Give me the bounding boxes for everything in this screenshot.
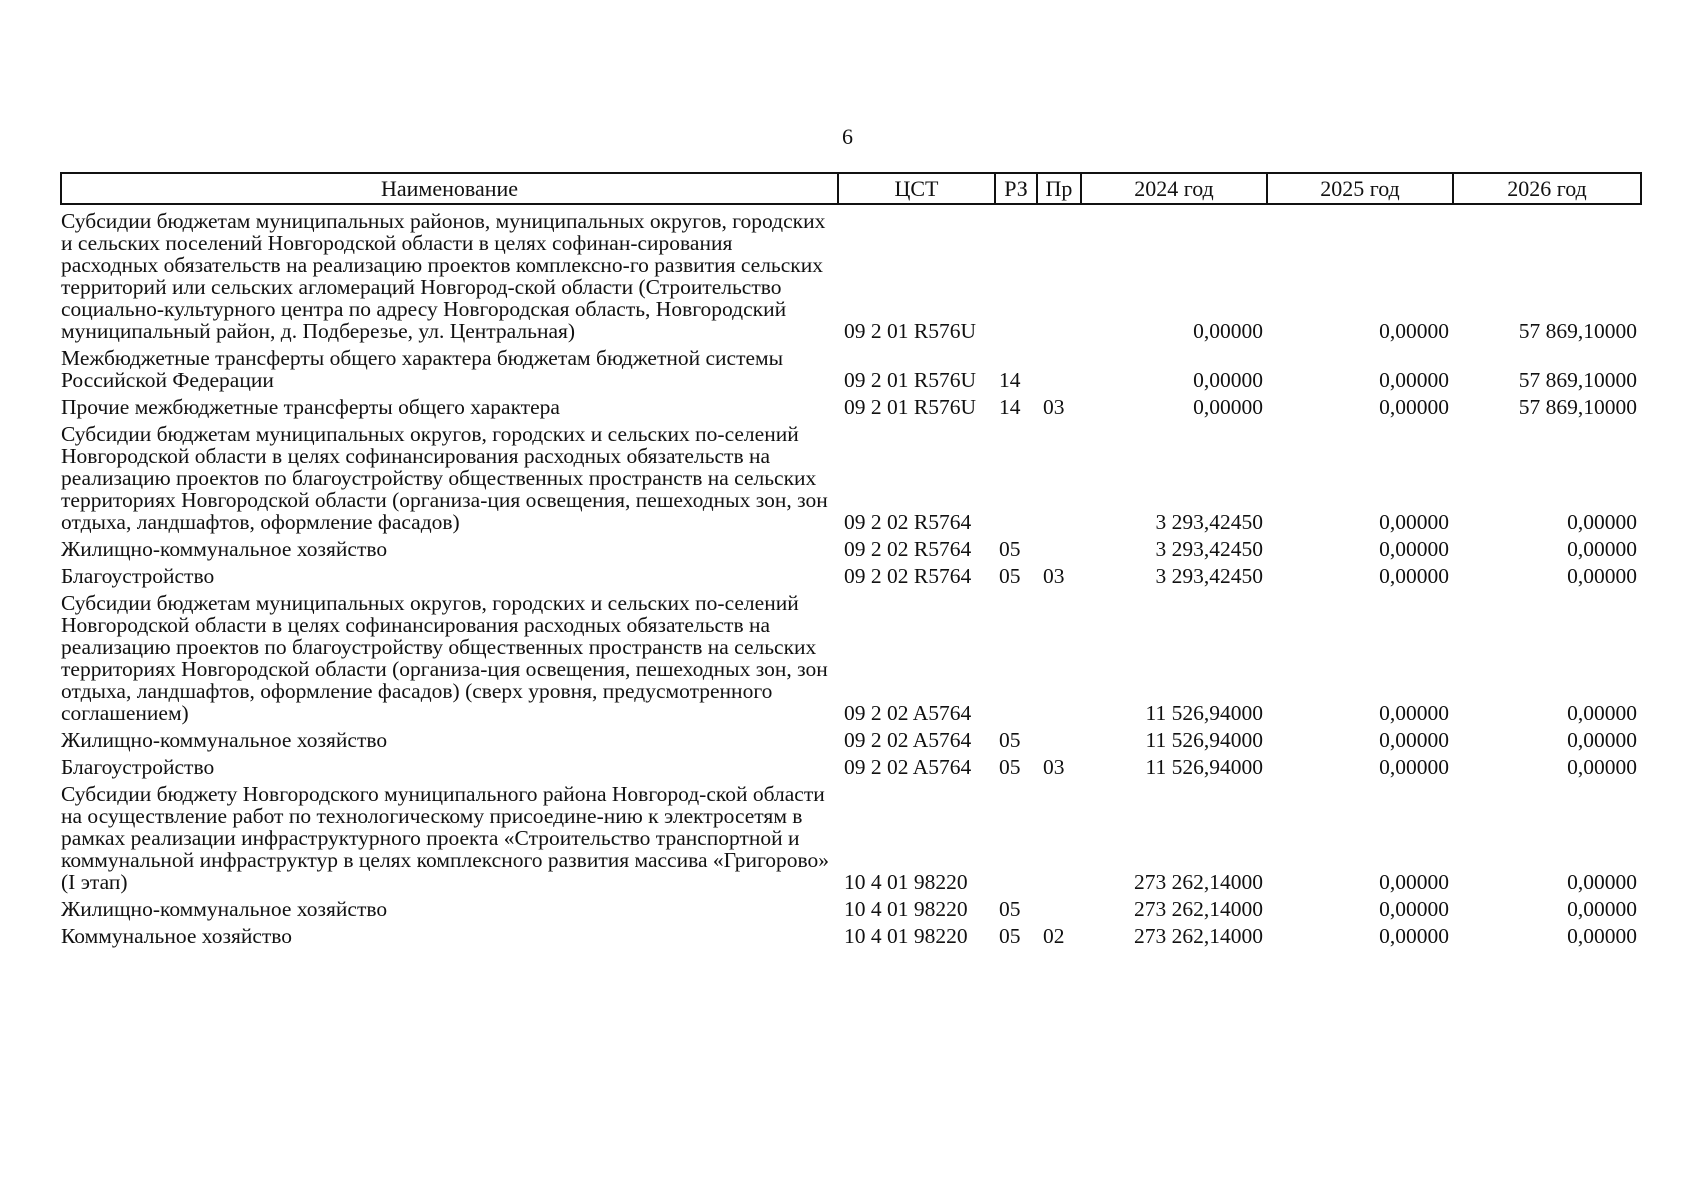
row-name: Коммунальное хозяйство bbox=[61, 924, 293, 948]
header-pr: Пр bbox=[1037, 173, 1081, 204]
row-2026: 0,00000 bbox=[1567, 924, 1637, 948]
row-name: Благоустройство bbox=[61, 564, 215, 588]
row-2026: 0,00000 bbox=[1567, 728, 1637, 752]
row-name: Субсидии бюджетам муниципальных районов, муниципальных округов, городских и сельских поселений Новгородской области в целях софинан-сирования расходных обязательств на реализацию проектов комплексно-го развития сельских территорий или сельских агломераций Новгород-ской области (Строительство социально-культурного центра по адресу Новгородская область, Новгородский муниципальный район, д. Подберезье, ул. Центральная) bbox=[61, 209, 826, 343]
row-rz: 05 bbox=[999, 897, 1021, 921]
table-body bbox=[61, 204, 1641, 947]
row-name: Субсидии бюджету Новгородского муниципального района Новгород-ской области на осуществление работ по технологическому присоедине-нию к электросетям в рамках реализации инфраструктурного проекта «Строительство транспортной и коммунальной инфраструктур в целях комплексного развития массива «Григорово» (I этап) bbox=[61, 782, 829, 894]
row-pr bbox=[1037, 893, 1081, 920]
row-2024: 3 293,42450 bbox=[1155, 537, 1263, 561]
table-header bbox=[61, 173, 1641, 204]
row-rz: 05 bbox=[999, 924, 1021, 948]
row-rz: 05 bbox=[999, 755, 1021, 779]
row-2025: 0,00000 bbox=[1379, 728, 1449, 752]
row-name: Межбюджетные трансферты общего характера бюджетам бюджетной системы Российской Федерации bbox=[61, 346, 784, 392]
row-rz bbox=[995, 778, 1037, 893]
row-pr: 03 bbox=[1043, 755, 1065, 779]
row-2024: 273 262,14000 bbox=[1134, 924, 1263, 948]
row-2024: 3 293,42450 bbox=[1155, 564, 1263, 588]
row-2026: 0,00000 bbox=[1567, 701, 1637, 725]
table-row bbox=[61, 778, 1641, 893]
table-row bbox=[61, 342, 1641, 391]
row-pr bbox=[1037, 342, 1081, 391]
row-2026: 0,00000 bbox=[1567, 537, 1637, 561]
header-row bbox=[61, 173, 1641, 204]
row-2025: 0,00000 bbox=[1379, 755, 1449, 779]
row-cst: 09 2 02 A5764 bbox=[844, 728, 972, 752]
row-rz: 05 bbox=[999, 728, 1021, 752]
row-2026: 57 869,10000 bbox=[1518, 395, 1637, 419]
row-2026: 0,00000 bbox=[1567, 510, 1637, 534]
row-2026: 0,00000 bbox=[1567, 897, 1637, 921]
row-2024: 11 526,94000 bbox=[1145, 728, 1263, 752]
row-pr bbox=[1037, 418, 1081, 533]
table-row bbox=[61, 560, 1641, 587]
table-row bbox=[61, 893, 1641, 920]
row-cst: 09 2 01 R576U bbox=[844, 368, 976, 392]
header-year-2026: 2026 год bbox=[1453, 173, 1641, 204]
row-cst: 09 2 02 A5764 bbox=[844, 755, 972, 779]
row-2026: 57 869,10000 bbox=[1518, 319, 1637, 343]
row-pr: 03 bbox=[1043, 395, 1065, 419]
row-name: Прочие межбюджетные трансферты общего характера bbox=[61, 395, 560, 419]
row-pr bbox=[1037, 724, 1081, 751]
row-rz: 14 bbox=[999, 395, 1021, 419]
row-rz: 14 bbox=[999, 368, 1021, 392]
row-2025: 0,00000 bbox=[1379, 870, 1449, 894]
row-rz bbox=[995, 587, 1037, 724]
table-row bbox=[61, 391, 1641, 418]
header-rz: РЗ bbox=[995, 173, 1037, 204]
row-rz: 05 bbox=[999, 564, 1021, 588]
row-2026: 0,00000 bbox=[1567, 564, 1637, 588]
row-2026: 57 869,10000 bbox=[1518, 368, 1637, 392]
row-2024: 3 293,42450 bbox=[1155, 510, 1263, 534]
table-row bbox=[61, 204, 1641, 342]
row-rz: 05 bbox=[999, 537, 1021, 561]
row-2024: 273 262,14000 bbox=[1134, 870, 1263, 894]
table-row bbox=[61, 587, 1641, 724]
row-pr bbox=[1037, 587, 1081, 724]
row-rz bbox=[995, 418, 1037, 533]
row-2025: 0,00000 bbox=[1379, 368, 1449, 392]
row-2025: 0,00000 bbox=[1379, 564, 1449, 588]
table-row bbox=[61, 751, 1641, 778]
row-2025: 0,00000 bbox=[1379, 924, 1449, 948]
table-row bbox=[61, 533, 1641, 560]
row-cst: 09 2 02 R5764 bbox=[844, 537, 972, 561]
row-cst: 09 2 02 R5764 bbox=[844, 564, 972, 588]
row-cst: 09 2 01 R576U bbox=[844, 319, 976, 343]
row-name: Жилищно-коммунальное хозяйство bbox=[61, 897, 388, 921]
table-row bbox=[61, 724, 1641, 751]
row-cst: 09 2 01 R576U bbox=[844, 395, 976, 419]
row-2025: 0,00000 bbox=[1379, 319, 1449, 343]
row-2025: 0,00000 bbox=[1379, 537, 1449, 561]
header-year-2024: 2024 год bbox=[1081, 173, 1267, 204]
row-2026: 0,00000 bbox=[1567, 870, 1637, 894]
row-cst: 09 2 02 A5764 bbox=[844, 701, 972, 725]
row-cst: 10 4 01 98220 bbox=[844, 870, 968, 894]
row-pr: 02 bbox=[1043, 924, 1065, 948]
row-pr bbox=[1037, 533, 1081, 560]
row-name: Жилищно-коммунальное хозяйство bbox=[61, 537, 388, 561]
row-name: Благоустройство bbox=[61, 755, 215, 779]
budget-table bbox=[60, 172, 1642, 947]
header-cst: ЦСТ bbox=[838, 173, 995, 204]
row-2024: 11 526,94000 bbox=[1145, 701, 1263, 725]
row-2025: 0,00000 bbox=[1379, 897, 1449, 921]
row-pr bbox=[1037, 204, 1081, 342]
row-2024: 273 262,14000 bbox=[1134, 897, 1263, 921]
row-2025: 0,00000 bbox=[1379, 395, 1449, 419]
row-2024: 0,00000 bbox=[1193, 368, 1263, 392]
header-name: Наименование bbox=[61, 173, 838, 204]
row-2025: 0,00000 bbox=[1379, 701, 1449, 725]
row-name: Жилищно-коммунальное хозяйство bbox=[61, 728, 388, 752]
row-name: Субсидии бюджетам муниципальных округов, городских и сельских по-селений Новгородской области в целях софинансирования расходных обязательств на реализацию проектов по благоустройству общественных пространств на сельских территориях Новгородской области (организа-ция освещения, пешеходных зон, зон отдыха, ландшафтов, оформление фасадов) (сверх уровня, предусмотренного соглашением) bbox=[61, 591, 828, 725]
row-cst: 10 4 01 98220 bbox=[844, 897, 968, 921]
row-pr bbox=[1037, 778, 1081, 893]
header-year-2025: 2025 год bbox=[1267, 173, 1453, 204]
table-row bbox=[61, 920, 1641, 947]
page-number: 6 bbox=[842, 124, 853, 149]
row-2024: 0,00000 bbox=[1193, 319, 1263, 343]
row-2024: 0,00000 bbox=[1193, 395, 1263, 419]
row-rz bbox=[995, 204, 1037, 342]
row-cst: 09 2 02 R5764 bbox=[844, 510, 972, 534]
row-2024: 11 526,94000 bbox=[1145, 755, 1263, 779]
row-2025: 0,00000 bbox=[1379, 510, 1449, 534]
row-name: Субсидии бюджетам муниципальных округов, городских и сельских по-селений Новгородской области в целях софинансирования расходных обязательств на реализацию проектов по благоустройству общественных пространств на сельских территориях Новгородской области (организа-ция освещения, пешеходных зон, зон отдыха, ландшафтов, оформление фасадов) bbox=[61, 422, 828, 534]
table-row bbox=[61, 418, 1641, 533]
row-cst: 10 4 01 98220 bbox=[844, 924, 968, 948]
row-pr: 03 bbox=[1043, 564, 1065, 588]
row-2026: 0,00000 bbox=[1567, 755, 1637, 779]
